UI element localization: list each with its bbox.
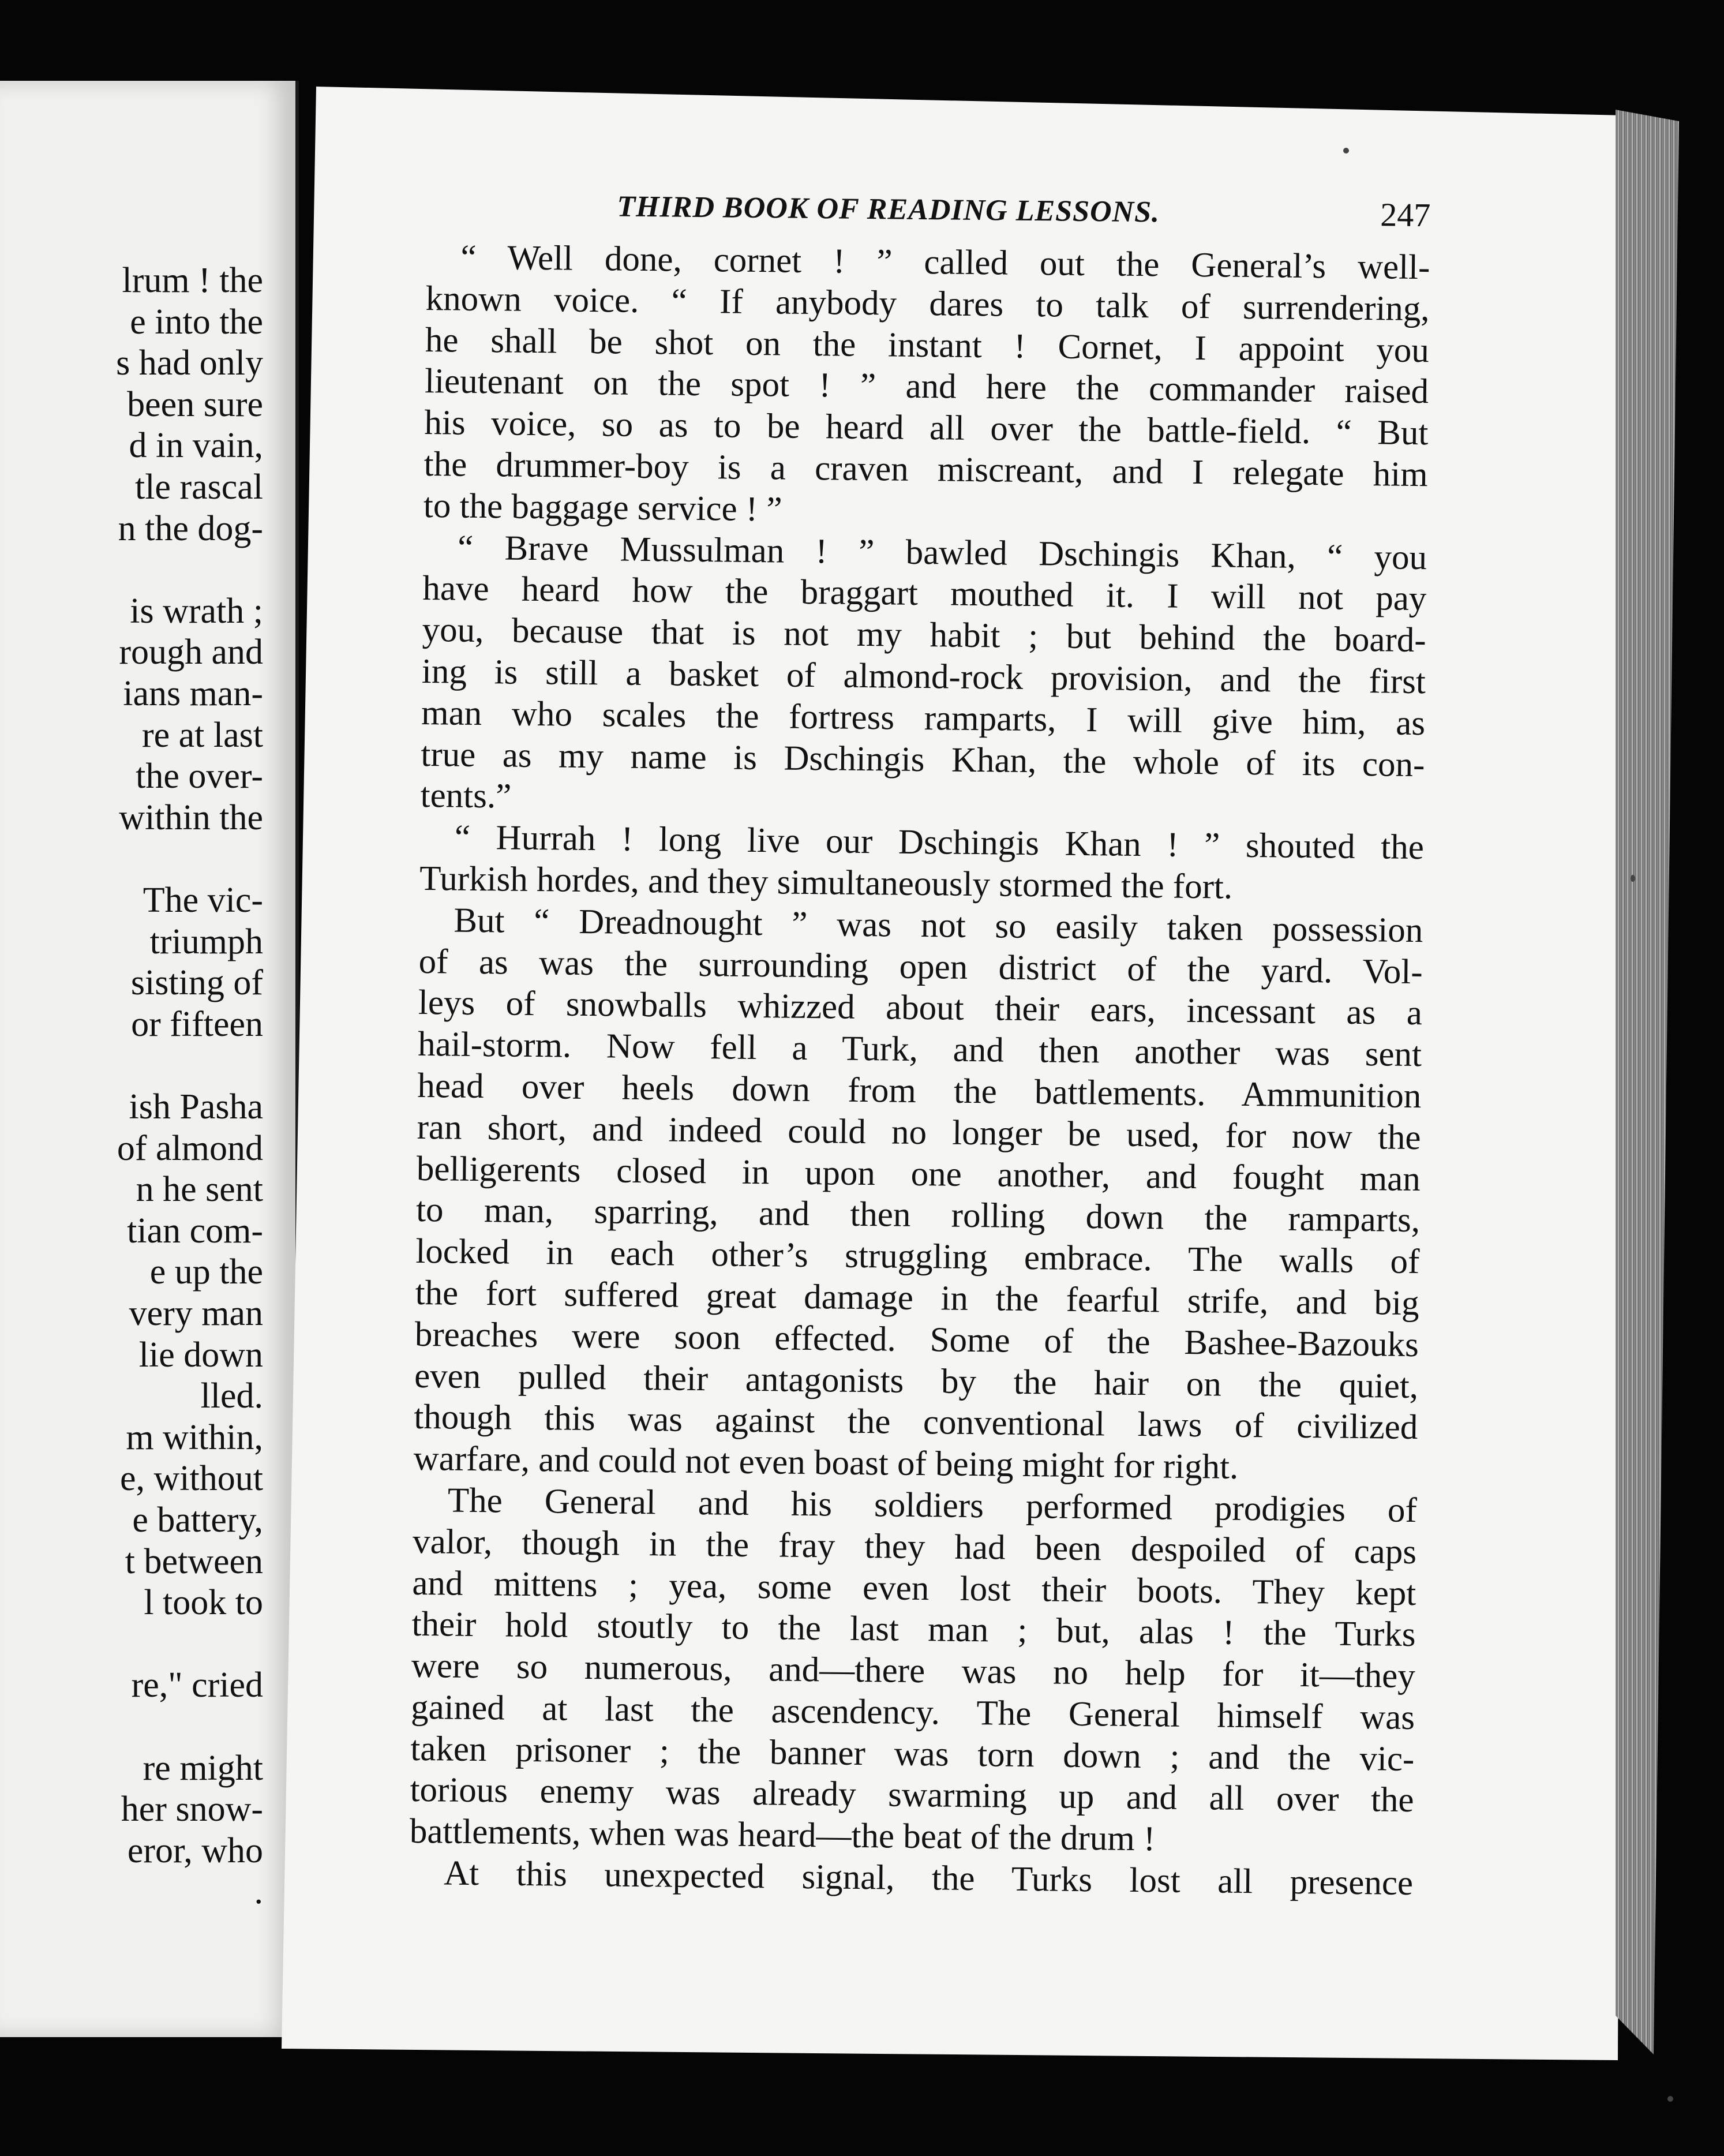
left-page-line: lrum ! the [122,261,263,300]
running-title: THIRD BOOK OF READING LESSONS. [617,190,1160,229]
left-page-line: very man [129,1294,263,1333]
text-line: taken prisoner ; the banner was torn down ; and the vic- [410,1729,1415,1779]
text-line: even pulled their antagonists by the hair on the quiet, [414,1356,1419,1406]
left-page-line: e into the [130,302,263,342]
text-line: “ Well done, cornet ! ” called out the General’s well- [460,238,1430,287]
left-page-line: the over- [136,757,263,796]
text-line: valor, though in the fray they had been despoiled of caps [412,1522,1417,1571]
left-page-line: ians man- [123,674,263,713]
left-page-line: s had only [116,343,263,383]
text-line: known voice. “ If anybody dares to talk of surrendering, [425,279,1430,329]
left-page-line: of almond [117,1128,263,1168]
text-line: their hold stoutly to the last man ; but, alas ! the Turks [411,1605,1416,1655]
page-edges [1616,110,1679,2054]
text-line: his voice, so as to be heard all over the battle-field. “ But [424,403,1429,453]
left-page-line: lled. [200,1376,263,1416]
text-line: and mittens ; yea, some even lost their boots. They kept [412,1563,1416,1613]
page-body [409,173,1431,1904]
left-page-line: n he sent [136,1170,263,1210]
text-line: you, because that is not my habit ; but behind the board- [422,611,1426,660]
left-page-line: e up the [149,1252,263,1292]
previous-page [0,81,299,2037]
dust-speck [1631,875,1635,882]
text-block [409,237,1430,1904]
text-line: have heard how the braggart mouthed it. I will not pay [422,569,1427,619]
text-line: to the baggage service ! ” [423,486,782,529]
left-page-line: re," cried [131,1665,263,1705]
text-line: the drummer-boy is a craven miscreant, and I relegate him [423,444,1428,495]
left-page-line: tian com- [127,1211,263,1251]
text-line: ran short, and indeed could no longer be used, for now the [417,1107,1421,1157]
text-line: lieutenant on the spot ! ” and here the commander raised [424,362,1429,411]
left-page-line: The vic- [143,881,263,920]
text-line: were so numerous, and—there was no help for it—they [411,1646,1416,1696]
text-line: true as my name is Dschingis Khan, the whole of its con- [421,735,1425,784]
left-page-line: d in vain, [129,426,263,466]
text-line: leys of snowballs whizzed about their ears, incessant as a [418,983,1423,1033]
text-line: “ Brave Mussulman ! ” bawled Dschingis Khan, “ you [457,528,1427,577]
text-line: torious enemy was already swarming up and all over the [410,1771,1414,1820]
left-page-line: n the dog- [118,508,263,548]
left-page-line: sisting of [130,963,263,1003]
text-line: warfare, and could not even boast of being might for right. [413,1439,1239,1487]
left-page-line: been sure [127,384,263,424]
left-page-line: ish Pasha [129,1087,263,1126]
dust-speck [1343,148,1349,154]
text-line: The General and his soldiers performed prodigies of [447,1481,1418,1530]
text-line: man who scales the fortress ramparts, I will give him, as [421,693,1426,743]
text-line: locked in each other’s struggling embrace. The walls of [415,1232,1420,1282]
page-number: 247 [1380,196,1431,234]
text-line: hail-storm. Now fell a Turk, and then another was sent [417,1025,1422,1075]
text-line: to man, sparring, and then rolling down the ramparts, [415,1191,1421,1240]
text-line: head over heels down from the battlements. Ammunition [417,1066,1422,1116]
left-page-line: or fifteen [131,1004,263,1044]
left-page-line: is wrath ; [130,591,263,631]
text-line: belligerents closed in upon one another, and fought man [416,1149,1421,1199]
left-page-line: l took to [144,1583,263,1623]
text-line: But “ Dreadnought ” was not so easily taken possession [454,901,1423,950]
left-page-line: t between [125,1541,263,1581]
left-page-line: triumph [149,922,263,961]
text-line: Turkish hordes, and they simultaneously stormed the fort. [419,859,1233,907]
text-line: the fort suffered great damage in the fearful strife, and big [415,1273,1419,1323]
left-page-line: e, without [120,1459,263,1499]
left-page-line: re might [143,1748,263,1788]
left-page-line: . [254,1872,263,1912]
text-line: At this unexpected signal, the Turks lost all presence [443,1854,1414,1903]
left-page-line: eror, who [127,1831,263,1870]
running-head [426,173,1431,247]
text-line: though this was against the conventional laws of civilized [414,1398,1418,1447]
text-line: of as was the surrounding open district of the yard. Vol- [418,942,1423,991]
text-line: he shall be shot on the instant ! Cornet, I appoint you [425,320,1430,370]
text-line: gained at last the ascendency. The General himself was [410,1687,1415,1737]
left-page-line: her snow- [121,1790,263,1829]
text-line: ing is still a basket of almond-rock provision, and the first [421,652,1426,702]
left-page-line: rough and [119,632,263,672]
left-page-line: lie down [138,1335,263,1375]
left-page-line: tle rascal [134,467,263,507]
dust-speck [1667,2096,1673,2102]
text-line: tents.” [420,776,512,816]
text-line: breaches were soon effected. Some of the Bashee-Bazouks [414,1315,1419,1364]
text-line: battlements, when was heard—the beat of the drum ! [409,1812,1156,1859]
text-line: “ Hurrah ! long live our Dschingis Khan ! ” shouted the [454,818,1425,867]
left-page-line: e battery, [132,1500,263,1540]
left-page-line: m within, [126,1417,263,1457]
left-page-line: re at last [141,715,263,755]
left-page-line: within the [119,798,263,837]
